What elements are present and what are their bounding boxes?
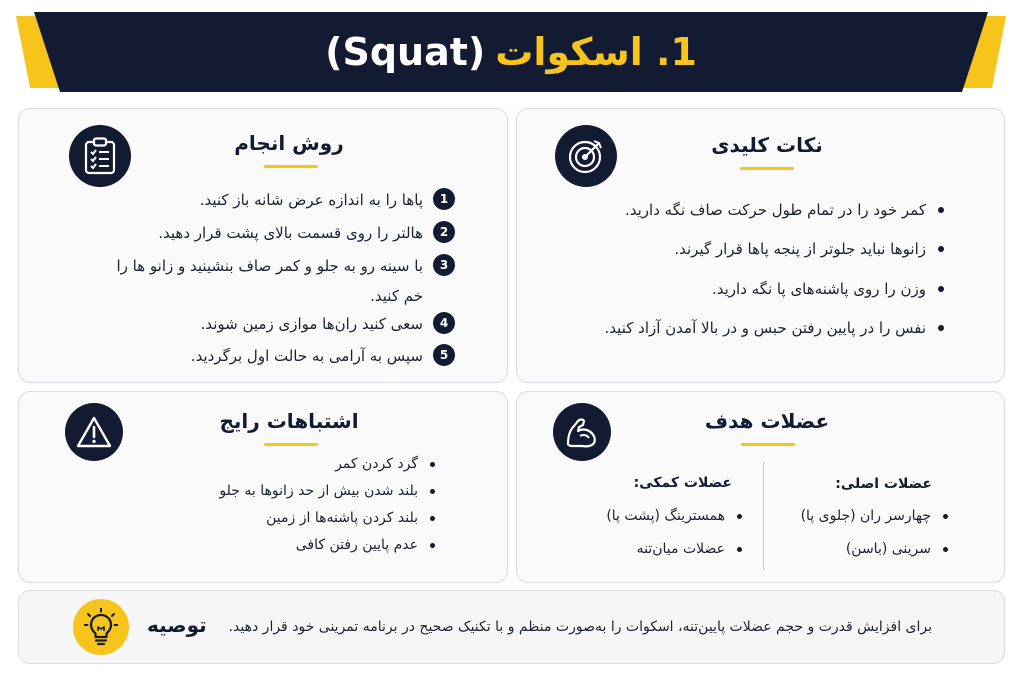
tip-title: توصیه <box>147 613 207 637</box>
mistake-item <box>335 456 435 472</box>
mistakes-card <box>18 391 508 583</box>
key-point-item <box>674 240 944 258</box>
key-points-title-underline <box>740 167 794 170</box>
page-title-fa: 1. اسکوات <box>495 30 697 74</box>
tip-bar <box>18 590 1005 664</box>
primary-muscle-text: سرینی (باسن) <box>845 541 931 557</box>
step-text: پاها را به اندازه عرض شانه باز کنید. <box>199 191 423 209</box>
page-title-en: (Squat) <box>325 30 486 74</box>
muscles-card <box>516 391 1005 583</box>
lightbulb-icon <box>73 599 129 655</box>
step-text: با سینه رو به جلو و کمر صاف بنشینید و زانو ها را خم کنید. <box>116 257 423 305</box>
tip-text: برای افزایش قدرت و حجم عضلات پایین‌تنه، اسکوات را به‌صورت منظم و با تکنیک صحیح در برنامه تمرینی خود قرار دهید. <box>228 619 932 635</box>
step-item <box>191 341 455 371</box>
step-number: 5 <box>433 344 455 366</box>
bullet-dot <box>943 547 948 552</box>
bullet-dot <box>943 514 948 519</box>
bullet-dot <box>737 514 742 519</box>
bullet-dot <box>430 489 435 494</box>
method-title: روش انجام <box>234 131 344 155</box>
primary-muscles-title: عضلات اصلی: <box>835 476 932 492</box>
step-item <box>201 309 455 339</box>
flexed-arm-icon <box>553 403 611 461</box>
bullet-dot <box>938 207 944 213</box>
mistake-text: بلند کردن پاشنه‌ها از زمین <box>266 510 418 526</box>
bullet-dot <box>938 325 944 331</box>
muscles-title: عضلات هدف <box>704 409 830 433</box>
step-item <box>158 218 455 248</box>
bullet-dot <box>938 246 944 252</box>
mistake-text: گرد کردن کمر <box>335 456 418 472</box>
mistake-text: عدم پایین رفتن کافی <box>295 537 418 553</box>
secondary-muscle-text: همسترینگ (پشت پا) <box>606 508 725 524</box>
step-number: 4 <box>433 312 455 334</box>
key-point-item <box>605 319 944 337</box>
bullet-dot <box>938 286 944 292</box>
clipboard-checklist-icon <box>69 125 131 187</box>
page-title <box>16 10 1006 94</box>
bullet-dot <box>430 462 435 467</box>
step-text: سعی کنید ران‌ها موازی زمین شوند. <box>200 315 423 333</box>
step-number: 1 <box>433 188 455 210</box>
key-point-item <box>712 280 944 298</box>
mistakes-list <box>115 456 435 566</box>
mistake-item <box>296 537 435 553</box>
step-item <box>200 185 455 215</box>
step-item <box>95 251 455 311</box>
mistake-item <box>219 483 435 499</box>
bullet-dot <box>737 547 742 552</box>
step-number: 2 <box>433 221 455 243</box>
key-points-list <box>524 201 944 361</box>
target-icon <box>555 125 617 187</box>
key-point-text: زانوها نباید جلوتر از پنجه پاها قرار گیرند. <box>674 240 926 258</box>
primary-muscle-item <box>801 508 948 524</box>
key-points-card <box>516 108 1005 383</box>
mistakes-title: اشتباهات رایج <box>219 409 359 433</box>
primary-muscle-item <box>846 541 948 557</box>
method-card <box>18 108 508 383</box>
primary-muscles-list <box>748 508 948 558</box>
warning-icon <box>65 403 123 461</box>
mistake-text: بلند شدن بیش از حد زانوها به جلو <box>219 483 418 499</box>
primary-muscle-text: چهارسر ران (جلوی پا) <box>800 508 931 524</box>
title-banner <box>16 10 1006 94</box>
secondary-muscles-list <box>542 508 742 558</box>
secondary-muscles-title: عضلات کمکی: <box>633 475 732 491</box>
step-text: سپس به آرامی به حالت اول برگردید. <box>190 347 423 365</box>
bullet-dot <box>430 543 435 548</box>
secondary-muscle-item <box>606 508 742 524</box>
mistake-item <box>266 510 435 526</box>
key-point-text: وزن را روی پاشنه‌های پا نگه دارید. <box>711 280 926 298</box>
method-title-underline <box>264 165 318 168</box>
secondary-muscle-text: عضلات میان‌تنه <box>636 541 725 557</box>
key-point-text: نفس را در پایین رفتن حبس و در بالا آمدن آزاد کنید. <box>604 319 926 337</box>
step-number: 3 <box>433 254 455 276</box>
key-points-title: نکات کلیدی <box>711 133 823 157</box>
step-text: هالتر را روی قسمت بالای پشت قرار دهید. <box>158 224 423 242</box>
secondary-muscle-item <box>637 541 742 557</box>
muscles-title-underline <box>741 443 795 446</box>
method-steps <box>55 185 455 375</box>
bullet-dot <box>430 516 435 521</box>
key-point-text: کمر خود را در تمام طول حرکت صاف نگه دارید. <box>624 201 926 219</box>
mistakes-title-underline <box>264 443 318 446</box>
key-point-item <box>625 201 944 219</box>
